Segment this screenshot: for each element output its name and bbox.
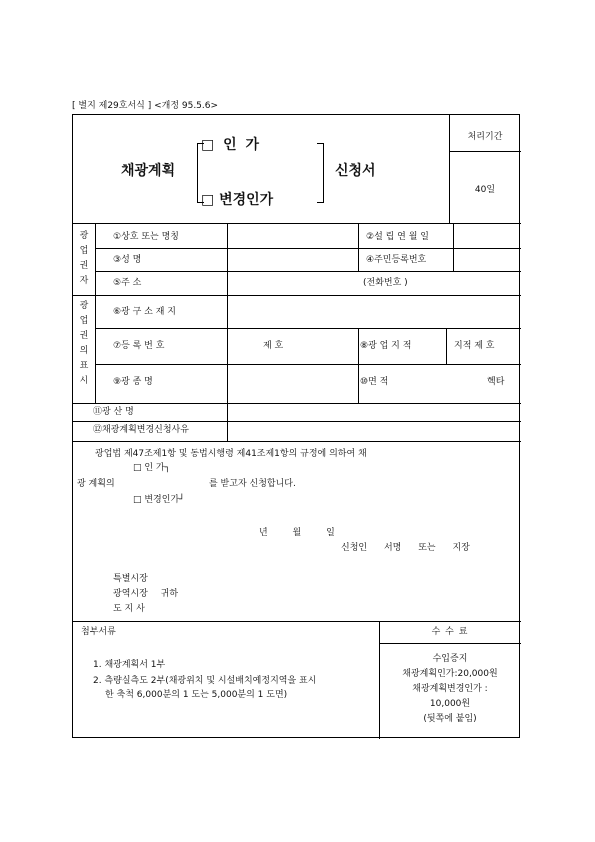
fee-change-approval-label: 채광계획변경인가 : (412, 684, 488, 694)
mine-location-field[interactable] (230, 298, 518, 326)
mine-location-label: ⑥광 구 소 재 지 (113, 307, 176, 317)
bracket-right (317, 143, 324, 203)
title-option-change: □ 변경인가 (201, 192, 274, 208)
title-left: 채광계획 (121, 163, 176, 179)
applicant-bottom-line (73, 295, 521, 296)
established-date-label: ②설 립 연 월 일 (366, 232, 429, 242)
attachments-header: 첨부서류 (81, 627, 116, 637)
established-date-field[interactable] (456, 226, 518, 246)
mine-name-divider (227, 403, 228, 441)
attachment-item-1: 1. 채광계획서 1부 (93, 660, 166, 670)
name-label: ③성 명 (113, 255, 142, 265)
group-col-divider (95, 223, 96, 403)
mineral-name-field[interactable] (230, 367, 355, 400)
company-name-field[interactable] (230, 226, 355, 246)
fee-stamp-label: 수입증지 (432, 654, 468, 664)
applicant-mid-divider-b (453, 223, 454, 271)
fee-approval: 채광계획인가:20,000원 (402, 669, 498, 679)
mine-name-field[interactable] (230, 405, 518, 419)
change-reason-bottom-line (73, 441, 521, 442)
attachment-item-2-cont: 한 축척 6,000분의 1 도는 5,000분의 1 도면) (105, 690, 288, 700)
resident-number-label: ④주민등록번호 (366, 255, 427, 265)
mine-name-label: ⑪광 산 명 (93, 407, 134, 417)
statement-suffix: 를 받고자 신청합니다. (209, 479, 296, 489)
registration-number-value: 제 호 (263, 341, 284, 351)
fee-attach-note: (뒷쪽에 붙임) (423, 714, 477, 724)
statement-bottom-line (73, 621, 521, 622)
name-field[interactable] (230, 250, 355, 269)
processing-divider (449, 151, 521, 152)
form-number-note: [ 별지 제29호서식 ] <개정 95.5.6> (72, 101, 219, 111)
mining-bottom-line (73, 403, 521, 404)
legal-basis-statement: 광업법 제47조제1항 및 동법시행령 제41조제1항의 규정에 의하여 채 (95, 449, 367, 459)
fee-header: 수 수 료 (431, 627, 469, 637)
change-reason-label: ⑫채광계획변경신청사유 (93, 425, 189, 435)
applicant-group-label: 광업권자 (79, 231, 89, 286)
application-form (72, 114, 520, 738)
mining-map-label: ⑧광 업 지 적 (360, 341, 412, 351)
area-unit: 헥타 (487, 377, 505, 387)
mineral-name-label: ⑨광 종 명 (113, 377, 153, 387)
statement-option-change: □ 변경인가┘ (133, 495, 185, 505)
title-right: 신청서 (335, 163, 376, 179)
registration-number-label: ⑦등 록 번 호 (113, 341, 165, 351)
title-option-approval: □ 인 가 (201, 137, 262, 153)
company-name-label: ①상호 또는 명칭 (113, 232, 179, 242)
change-reason-field[interactable] (230, 423, 518, 439)
processing-period: 40일 (474, 185, 496, 195)
bracket-left (197, 143, 204, 203)
mining-mid-divider-a (358, 328, 359, 403)
processing-label: 처리기간 (467, 132, 503, 142)
statement-prefix: 광 계획의 (77, 479, 115, 489)
statement-option-approval: □ 인 가┐ (133, 463, 171, 473)
recipient-special-city-mayor: 특별시장 (113, 574, 148, 584)
phone-number-note: (전화번호 ) (363, 278, 408, 288)
fee-header-line (379, 643, 521, 644)
mining-row-line-1 (95, 328, 521, 329)
mining-row-line-2 (95, 364, 521, 365)
recipient-governor: 도 지 사 (113, 604, 145, 614)
applicant-row-line-1 (95, 248, 521, 249)
recipient-metro-city-mayor: 광역시장 귀하 (113, 589, 179, 599)
applicant-row-line-2 (95, 271, 521, 272)
resident-number-field[interactable] (456, 250, 518, 269)
attachment-item-2: 2. 측량실측도 2부(채광위치 및 시설배치예정지역을 표시 (93, 676, 317, 686)
fee-change-approval-amount: 10,000원 (429, 699, 471, 709)
address-label: ⑤주 소 (113, 278, 142, 288)
mining-right-group-label: 광업권의표시 (79, 301, 89, 386)
applicant-mid-divider-a (358, 223, 359, 271)
application-date: 년 월 일 (259, 528, 335, 538)
area-label: ⑩면 적 (360, 377, 389, 387)
label-col-divider (227, 223, 228, 403)
mining-mid-divider-b (446, 328, 447, 364)
applicant-signature: 신청인 서명 또는 지장 (341, 543, 470, 553)
mining-map-value: 지적 제 호 (454, 341, 495, 351)
mine-name-line (73, 421, 521, 422)
